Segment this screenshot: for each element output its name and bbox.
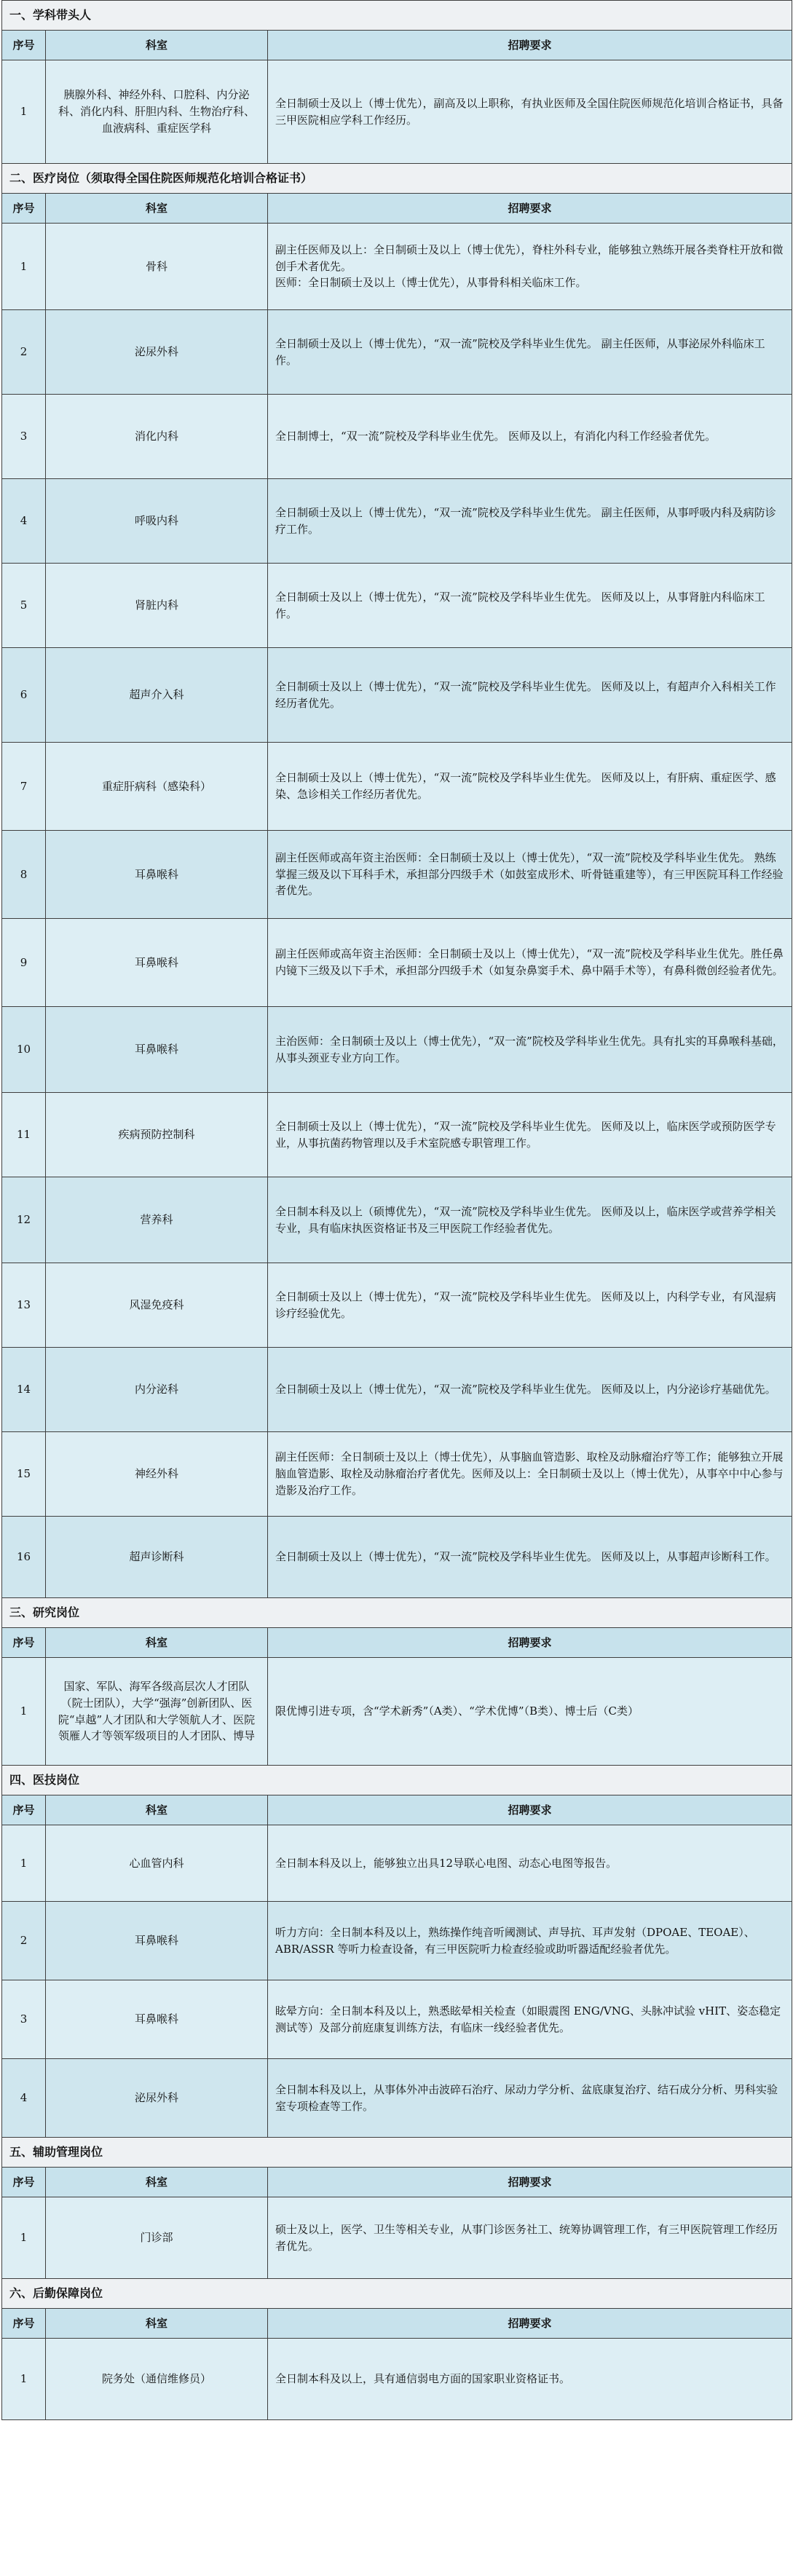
row-department: 耳鼻喉科 — [46, 1902, 268, 1980]
column-header-row — [2, 31, 792, 60]
section-title: 三、研究岗位 — [2, 1598, 792, 1628]
column-header-dept: 科室 — [46, 2309, 268, 2339]
row-seq-number: 1 — [2, 60, 46, 164]
column-header-row — [2, 2309, 792, 2339]
row-department: 肾脏内科 — [46, 564, 268, 648]
row-seq-number: 8 — [2, 831, 46, 919]
row-requirements: 副主任医师或高年资主治医师：全日制硕士及以上（博士优先），“双一流”院校及学科毕业生优先。胜任鼻内镜下三级及以下手术，承担部分四级手术（如复杂鼻窦手术、鼻中隔手术等），有鼻科微创经验者优先。 — [268, 919, 792, 1007]
column-header-seq: 序号 — [2, 1795, 46, 1825]
row-department: 内分泌科 — [46, 1348, 268, 1432]
table-row — [2, 1980, 792, 2059]
row-department: 心血管内科 — [46, 1825, 268, 1902]
column-header-seq: 序号 — [2, 31, 46, 60]
table-row — [2, 224, 792, 310]
row-department: 耳鼻喉科 — [46, 919, 268, 1007]
row-seq-number: 1 — [2, 1658, 46, 1766]
row-requirements: 全日制硕士及以上（博士优先），“双一流”院校及学科毕业生优先。 医师及以上，有肝病、重症医学、感染、急诊相关工作经历者优先。 — [268, 743, 792, 831]
column-header-row — [2, 1795, 792, 1825]
section-title: 二、医疗岗位（须取得全国住院医师规范化培训合格证书） — [2, 164, 792, 194]
row-department: 消化内科 — [46, 395, 268, 479]
table-row — [2, 1263, 792, 1348]
row-department: 耳鼻喉科 — [46, 831, 268, 919]
row-seq-number: 1 — [2, 2339, 46, 2420]
table-row — [2, 1007, 792, 1093]
table-row — [2, 1658, 792, 1766]
row-department: 国家、军队、海军各级高层次人才团队（院士团队），大学“强海”创新团队、医院“卓越”人才团队和大学领航人才、医院领雁人才等领军级项目的人才团队、博导 — [46, 1658, 268, 1766]
table-row — [2, 310, 792, 395]
row-requirements: 全日制硕士及以上（博士优先），“双一流”院校及学科毕业生优先。 副主任医师，从事泌尿外科临床工作。 — [268, 310, 792, 395]
row-department: 泌尿外科 — [46, 310, 268, 395]
section-title: 五、辅助管理岗位 — [2, 2138, 792, 2168]
table-row — [2, 2197, 792, 2279]
row-department: 神经外科 — [46, 1432, 268, 1517]
row-seq-number: 2 — [2, 310, 46, 395]
row-requirements: 全日制博士，“双一流”院校及学科毕业生优先。 医师及以上，有消化内科工作经验者优先。 — [268, 395, 792, 479]
table-row — [2, 743, 792, 831]
row-seq-number: 3 — [2, 1980, 46, 2059]
row-department: 超声诊断科 — [46, 1517, 268, 1598]
row-seq-number: 7 — [2, 743, 46, 831]
table-row — [2, 2339, 792, 2420]
row-department: 院务处（通信维修员） — [46, 2339, 268, 2420]
table-row — [2, 648, 792, 743]
table-row — [2, 395, 792, 479]
row-requirements: 全日制本科及以上，能够独立出具12导联心电图、动态心电图等报告。 — [268, 1825, 792, 1902]
section-title-row-medical — [2, 164, 792, 194]
row-seq-number: 11 — [2, 1093, 46, 1177]
row-requirements: 全日制硕士及以上（博士优先），“双一流”院校及学科毕业生优先。 医师及以上，有超声介入科相关工作经历者优先。 — [268, 648, 792, 743]
section-title-row-medical-technology — [2, 1766, 792, 1795]
row-seq-number: 10 — [2, 1007, 46, 1093]
table-row — [2, 564, 792, 648]
row-requirements: 眩晕方向：全日制本科及以上，熟悉眩晕相关检查（如眼震图 ENG/VNG、头脉冲试验 vHIT、姿态稳定测试等）及部分前庭康复训练方法，有临床一线经验者优先。 — [268, 1980, 792, 2059]
row-requirements: 限优博引进专项，含“学术新秀”（A类）、“学术优博”（B类）、博士后（C类） — [268, 1658, 792, 1766]
row-requirements: 硕士及以上，医学、卫生等相关专业，从事门诊医务社工、统筹协调管理工作，有三甲医院管理工作经历者优先。 — [268, 2197, 792, 2279]
row-requirements: 副主任医师：全日制硕士及以上（博士优先），从事脑血管造影、取栓及动脉瘤治疗等工作；能够独立开展脑血管造影、取栓及动脉瘤治疗者优先。医师及以上：全日制硕士及以上（博士优先），从事卒中中心参与造影及治疗工作。 — [268, 1432, 792, 1517]
column-header-row — [2, 194, 792, 224]
row-seq-number: 6 — [2, 648, 46, 743]
row-department: 门诊部 — [46, 2197, 268, 2279]
row-department: 风湿免疫科 — [46, 1263, 268, 1348]
row-department: 疾病预防控制科 — [46, 1093, 268, 1177]
row-requirements: 全日制本科及以上（硕博优先），“双一流”院校及学科毕业生优先。 医师及以上，临床医学或营养学相关专业，具有临床执医资格证书及三甲医院工作经验者优先。 — [268, 1177, 792, 1263]
row-seq-number: 2 — [2, 1902, 46, 1980]
row-seq-number: 16 — [2, 1517, 46, 1598]
row-requirements: 全日制硕士及以上（博士优先），“双一流”院校及学科毕业生优先。 医师及以上，从事超声诊断科工作。 — [268, 1517, 792, 1598]
table-row — [2, 1348, 792, 1432]
column-header-dept: 科室 — [46, 1628, 268, 1658]
table-row — [2, 1902, 792, 1980]
table-row — [2, 60, 792, 164]
row-seq-number: 3 — [2, 395, 46, 479]
column-header-row — [2, 2168, 792, 2197]
row-requirements: 全日制硕士及以上（博士优先），“双一流”院校及学科毕业生优先。 医师及以上，临床医学或预防医学专业，从事抗菌药物管理以及手术室院感专职管理工作。 — [268, 1093, 792, 1177]
section-title: 六、后勤保障岗位 — [2, 2279, 792, 2309]
row-requirements: 全日制硕士及以上（博士优先），“双一流”院校及学科毕业生优先。 副主任医师，从事呼吸内科及病防诊疗工作。 — [268, 479, 792, 564]
section-title-row-research — [2, 1598, 792, 1628]
column-header-seq: 序号 — [2, 194, 46, 224]
row-seq-number: 5 — [2, 564, 46, 648]
column-header-dept: 科室 — [46, 2168, 268, 2197]
row-seq-number: 12 — [2, 1177, 46, 1263]
table-row — [2, 831, 792, 919]
row-requirements: 全日制硕士及以上（博士优先），“双一流”院校及学科毕业生优先。 医师及以上，内分泌诊疗基础优先。 — [268, 1348, 792, 1432]
section-title-row-auxiliary-management — [2, 2138, 792, 2168]
row-requirements: 主治医师：全日制硕士及以上（博士优先），“双一流”院校及学科毕业生优先。具有扎实的耳鼻喉科基础，从事头颈亚专业方向工作。 — [268, 1007, 792, 1093]
row-requirements: 全日制硕士及以上（博士优先），“双一流”院校及学科毕业生优先。 医师及以上，内科学专业，有风湿病诊疗经验优先。 — [268, 1263, 792, 1348]
column-header-dept: 科室 — [46, 31, 268, 60]
section-title-row-logistics-support — [2, 2279, 792, 2309]
row-department: 呼吸内科 — [46, 479, 268, 564]
section-title-row-discipline-leader — [2, 1, 792, 31]
column-header-req: 招聘要求 — [268, 194, 792, 224]
recruitment-table-body — [2, 1, 792, 2420]
row-department: 胰腺外科、神经外科、口腔科、内分泌科、消化内科、肝胆内科、生物治疗科、血液病科、重症医学科 — [46, 60, 268, 164]
row-seq-number: 4 — [2, 479, 46, 564]
row-seq-number: 1 — [2, 224, 46, 310]
column-header-dept: 科室 — [46, 1795, 268, 1825]
row-department: 营养科 — [46, 1177, 268, 1263]
row-seq-number: 15 — [2, 1432, 46, 1517]
table-row — [2, 479, 792, 564]
table-row — [2, 2059, 792, 2138]
column-header-req: 招聘要求 — [268, 2168, 792, 2197]
row-requirements: 全日制本科及以上，从事体外冲击波碎石治疗、尿动力学分析、盆底康复治疗、结石成分分析、男科实验室专项检查等工作。 — [268, 2059, 792, 2138]
column-header-seq: 序号 — [2, 2309, 46, 2339]
column-header-req: 招聘要求 — [268, 31, 792, 60]
row-seq-number: 9 — [2, 919, 46, 1007]
column-header-req: 招聘要求 — [268, 2309, 792, 2339]
table-row — [2, 1517, 792, 1598]
row-requirements: 副主任医师及以上：全日制硕士及以上（博士优先），脊柱外科专业，能够独立熟练开展各类脊柱开放和微创手术者优先。 医师：全日制硕士及以上（博士优先），从事骨科相关临床工作。 — [268, 224, 792, 310]
row-seq-number: 1 — [2, 2197, 46, 2279]
row-seq-number: 14 — [2, 1348, 46, 1432]
row-department: 超声介入科 — [46, 648, 268, 743]
recruitment-table — [1, 0, 792, 2420]
column-header-req: 招聘要求 — [268, 1795, 792, 1825]
row-department: 耳鼻喉科 — [46, 1980, 268, 2059]
table-row — [2, 919, 792, 1007]
row-requirements: 全日制硕士及以上（博士优先），副高及以上职称，有执业医师及全国住院医师规范化培训合格证书，具备三甲医院相应学科工作经历。 — [268, 60, 792, 164]
row-department: 泌尿外科 — [46, 2059, 268, 2138]
table-row — [2, 1093, 792, 1177]
table-row — [2, 1177, 792, 1263]
column-header-dept: 科室 — [46, 194, 268, 224]
row-department: 骨科 — [46, 224, 268, 310]
column-header-seq: 序号 — [2, 2168, 46, 2197]
table-row — [2, 1825, 792, 1902]
row-department: 耳鼻喉科 — [46, 1007, 268, 1093]
column-header-row — [2, 1628, 792, 1658]
section-title: 一、学科带头人 — [2, 1, 792, 31]
table-row — [2, 1432, 792, 1517]
section-title: 四、医技岗位 — [2, 1766, 792, 1795]
row-seq-number: 4 — [2, 2059, 46, 2138]
row-department: 重症肝病科（感染科） — [46, 743, 268, 831]
row-seq-number: 13 — [2, 1263, 46, 1348]
row-requirements: 听力方向：全日制本科及以上，熟练操作纯音听阈测试、声导抗、耳声发射（DPOAE、TEOAE）、ABR/ASSR 等听力检查设备，有三甲医院听力检查经验或助听器适配经验者优先。 — [268, 1902, 792, 1980]
row-requirements: 全日制硕士及以上（博士优先），“双一流”院校及学科毕业生优先。 医师及以上，从事肾脏内科临床工作。 — [268, 564, 792, 648]
column-header-req: 招聘要求 — [268, 1628, 792, 1658]
row-requirements: 全日制本科及以上，具有通信弱电方面的国家职业资格证书。 — [268, 2339, 792, 2420]
row-seq-number: 1 — [2, 1825, 46, 1902]
row-requirements: 副主任医师或高年资主治医师：全日制硕士及以上（博士优先），“双一流”院校及学科毕业生优先。 熟练掌握三级及以下耳科手术，承担部分四级手术（如鼓室成形术、听骨链重建等），有三甲医院耳科工作经验者优先。 — [268, 831, 792, 919]
column-header-seq: 序号 — [2, 1628, 46, 1658]
